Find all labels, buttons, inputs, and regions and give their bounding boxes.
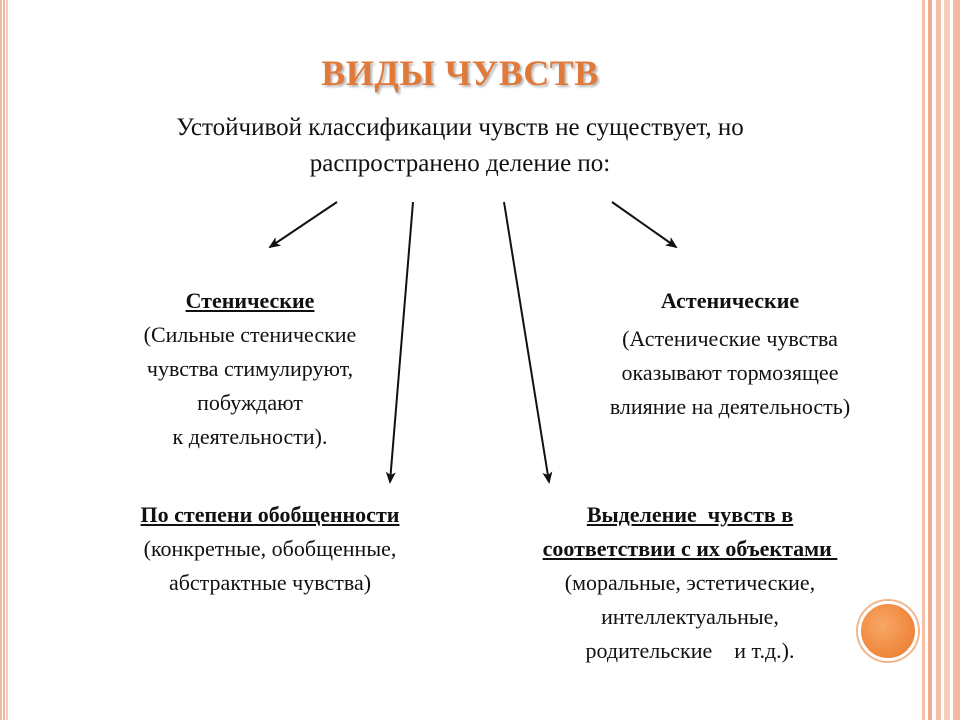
astenic-line-3: влияние на деятельность) [609,394,851,419]
intro-line-1: Устойчивой классификации чувств не существует, но [176,114,744,141]
stenic-line-2: чувства стимулируют, [146,356,354,381]
arrow-to-stenic [270,202,337,247]
astenic-block [560,284,900,424]
arrow-to-astenic [612,202,676,247]
generality-heading: По степени обобщенности [140,502,400,527]
stenic-line-4: к деятельности). [172,424,328,449]
generality-line-1: (конкретные, обобщенные, [143,536,397,561]
stenic-block [90,284,410,454]
orange-circle-decoration [858,601,918,661]
objects-line-3: родительские и т.д.). [585,638,795,663]
objects-line-2: интеллектуальные, [601,604,779,629]
slide-title: ВИДЫ ЧУВСТВ [321,53,599,93]
stenic-line-1: (Сильные стенические [143,322,357,347]
objects-line-1: (моральные, эстетические, [564,570,816,595]
generality-block [70,498,470,600]
stenic-heading: Стенические [185,288,315,313]
objects-heading-2: соответствии с их объектами [542,536,838,561]
objects-heading-1: Выделение чувств в [586,502,794,527]
objects-block [470,498,910,668]
intro-line-2: распространено деление по: [309,150,611,177]
astenic-heading: Астенические [660,288,800,313]
astenic-line-2: оказывают тормозящее [621,360,839,385]
stenic-line-3: побуждают [197,390,303,415]
generality-line-2: абстрактные чувства) [168,570,372,595]
arrow-to-objects [504,202,549,482]
astenic-line-1: (Астенические чувства [622,326,838,351]
